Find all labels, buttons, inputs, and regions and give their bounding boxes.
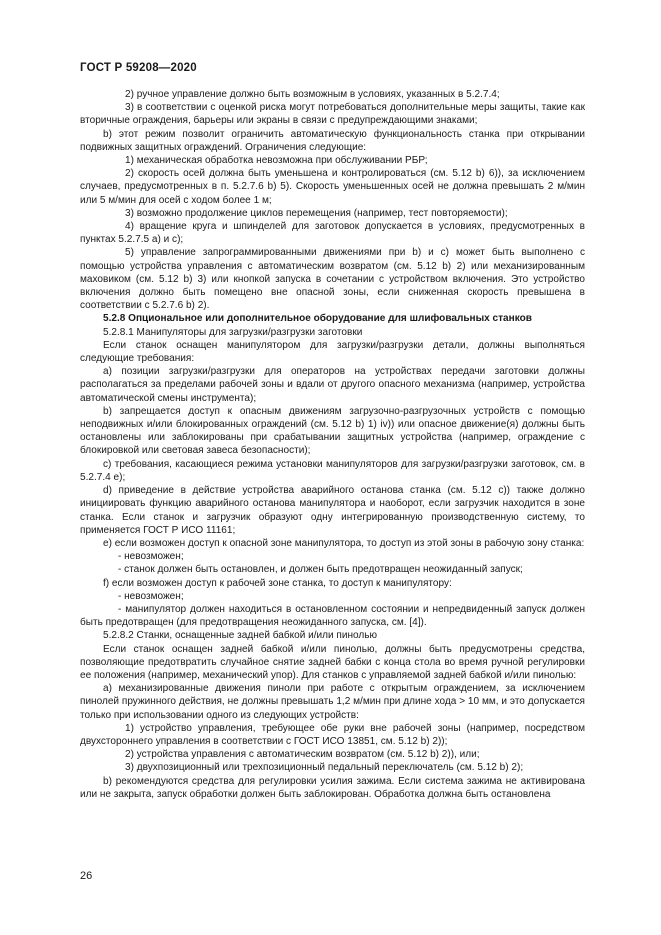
paragraph: 2) устройства управления с автоматическим возвратом (см. 5.12 b) 2)), или;: [125, 749, 480, 761]
paragraph: - невозможен;: [118, 551, 184, 563]
page-number: 26: [80, 870, 93, 882]
paragraph: Если станок оснащен манипулятором для загрузки/разгрузки детали, должны выполняться следующие требования:: [80, 339, 585, 365]
paragraph: с) требования, касающиеся режима установки манипуляторов для загрузки/разгрузки заготовок, см. в 5.2.7.4 е);: [80, 458, 585, 483]
paragraph: b) рекомендуются средства для регулировки усилия зажима. Если система зажима не активирована или не закрыта, запуск обработки должен быть заблокирован. Обработка должна быть остановлена: [80, 775, 585, 800]
paragraph: - невозможен;: [118, 590, 184, 602]
paragraph: е) если возможен доступ к опасной зоне манипулятора, то доступ из этой зоны в рабочую зону станка:: [103, 537, 585, 549]
paragraph: 3) в соответствии с оценкой риска могут потребоваться дополнительные меры защиты, такие как вторичные ограждения, барьеры или экраны в связи с предупреждающими знаками;: [80, 102, 585, 127]
paragraph: 3) двухпозиционный или трехпозиционный педальный переключатель (см. 5.12 b) 2);: [125, 762, 524, 774]
paragraph: а) механизированные движения пиноли при работе с открытым ограждением, за исключением пинолей пружинного действия, не должны превышать 1,2 м/мин при длине хода > 10 мм, и это допускается только при использовании одного из следующих устройств:: [80, 683, 585, 721]
document-header: ГОСТ Р 59208—2020: [80, 62, 197, 74]
paragraph: b) этот режим позволит ограничить автоматическую функциональность станка при открывании подвижных защитных ограждений. Ограничения следующие:: [80, 128, 585, 153]
paragraph: 3) возможно продолжение циклов перемещения (например, тест повторяемости);: [125, 207, 508, 219]
paragraph: 5.2.8 Опциональное или дополнительное оборудование для шлифовальных станков: [103, 313, 532, 325]
paragraph: 1) механическая обработка невозможна при обслуживании РБР;: [125, 155, 428, 167]
paragraph: d) приведение в действие устройства аварийного останова станка (см. 5.12 с)) также должно инициировать функцию аварийного останова манипулятора и наоборот, если загрузчик находится в зоне станка. Если станок и загрузчик образуют одну интегрированную производственную систему, то применяется ГОСТ Р ИСО 11161;: [80, 485, 585, 536]
paragraph: а) позиции загрузки/разгрузки для операторов на устройствах передачи заготовки должны располагаться за пределами рабочей зоны и вдали от другого опасного механизма (например, устройства автоматической смены инструмента);: [80, 366, 585, 404]
paragraph: 5.2.8.1 Манипуляторы для загрузки/разгрузки заготовки: [103, 326, 363, 338]
paragraph: - манипулятор должен находиться в остановленном состоянии и непредвиденный запуск должен быть предотвращен (для предотвращения неожиданного запуска, см. [4]).: [80, 603, 585, 629]
paragraph: 4) вращение круга и шпинделей для заготовок допускается в условиях, предусмотренных в пунктах 5.2.7.5 а) и с);: [80, 221, 585, 246]
paragraph: 5) управление запрограммированными движениями при b) и с) может быть выполнено с помощью устройства управления с автоматическим возвратом (см. 5.12 b) 2) или механизированным маховиком (см. 5.12 b) 3) или кнопкой запуска в сочетании с устройством включения. Это устройство включения должно быть помещено вне опасной зоны, если сниженная скорость превышена в соответствии с 5.2.7.6 b) 2).: [80, 247, 585, 312]
paragraph: b) запрещается доступ к опасным движениям загрузочно-разгрузочных устройств с помощью неподвижных и/или блокированных ограждений (см. 5.12 b) 1) iv)) или опасное движение(я) должны быть остановлены или заблокированы при срабатывании защитных устройства (например, ограждение с блокировкой или световая завеса безопасности);: [80, 405, 585, 457]
paragraph: Если станок оснащен задней бабкой и/или пинолью, должны быть предусмотрены средства, позволяющие предотвратить случайное снятие задней бабки с конца стола во время ручной регулировки ее положения (например, механический упор). Для станков с управляемой задней бабкой и/или пинолью:: [80, 643, 585, 681]
paragraph: f) если возможен доступ к рабочей зоне станка, то доступ к манипулятору:: [103, 577, 452, 589]
paragraph: 5.2.8.2 Станки, оснащенные задней бабкой и/или пинолью: [103, 630, 378, 642]
paragraph: - станок должен быть остановлен, и должен быть предотвращен неожиданный запуск;: [118, 564, 523, 576]
paragraph: 2) ручное управление должно быть возможным в условиях, указанных в 5.2.7.4;: [125, 89, 500, 100]
document-body: [80, 88, 585, 801]
paragraph: 2) скорость осей должна быть уменьшена и контролироваться (см. 5.12 b) 6)), за исключением случаев, предусмотренных в п. 5.2.7.6 b) 5). Скорость уменьшенных осей не должна превышать 2 м/мин или 5 м/мин для осей с ходом более 1 м;: [80, 168, 585, 206]
paragraph: 1) устройство управления, требующее обе руки вне рабочей зоны (например, посредством двухстороннего управления в соответствии с ГОСТ ИСО 13851, см. 5.12 b) 2));: [80, 722, 585, 747]
